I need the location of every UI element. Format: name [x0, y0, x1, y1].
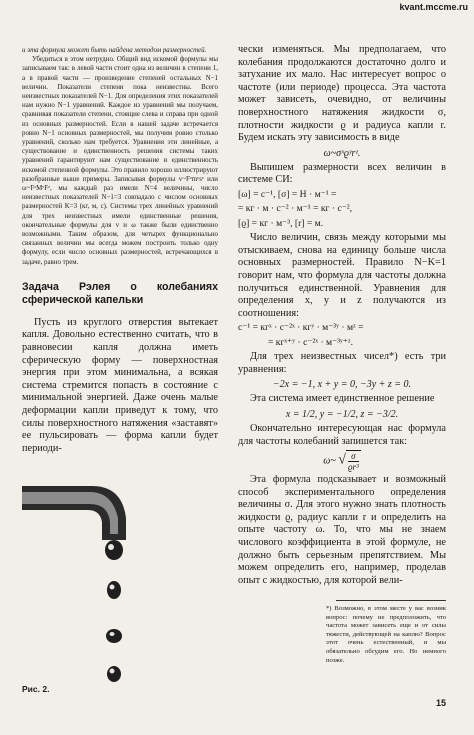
equation-units: = кгˣ⁺ʸ · с⁻²ˣ · м⁻³ʸ⁺ᶻ. [268, 336, 353, 348]
equation-units: с⁻¹ = кгˣ · с⁻²ˣ · кгʸ · м⁻³ʸ · мᶻ = [238, 322, 364, 334]
drop-highlight [110, 632, 115, 636]
left-column [22, 46, 218, 455]
right-paragraph: Число величин, связь между которыми мы отыскиваем, снова на единицу больше числа основных размерностей. Правило N−K=1 говорит нам, что формула для частоты должна получиться единственной. Уравнения для определения x, y и z получаются из соотношения: [238, 232, 446, 319]
section-body [22, 317, 218, 456]
right-paragraph: чески изменяться. Мы предполагаем, что колебания продолжаются достаточно долго и затухание их мало. Нас интересует вопрос о частоте (или периоде) процесса. Эта частота может зависеть, очевидно, от величины поверхностного натяжения жидкости σ, плотности жидкости ϱ и радиуса капли r. Будем искать эту зависимость в виде [238, 44, 446, 144]
equation-ansatz: ω~σˣϱʸrᶻ. [323, 147, 361, 159]
dimension-line: [ϱ] = кг · м⁻³, [r] = м. [238, 217, 324, 229]
drop-falling [107, 666, 121, 682]
drop-highlight [110, 669, 115, 674]
left-small-text [22, 46, 218, 267]
site-url[interactable]: kvant.mccme.ru [399, 2, 468, 12]
drop-falling [106, 629, 122, 643]
page-number: 15 [435, 698, 446, 708]
faucet-pipe [22, 486, 126, 540]
drop-highlight [108, 544, 114, 550]
right-paragraph: Для трех неизвестных чисел*) есть три уравнения: [238, 351, 446, 375]
intro-italic: и эта формула может быть найдена методом размерностей. [22, 47, 207, 54]
left-paragraph: Убедиться в этом нетрудно. Общий вид искомой формулы мы записываем так: в левой части стоит одна из величин в степени 1, а в правой части — произведение степеней остальных N−1 величин. Показатели степени пока неизвестны. Всего неизвестных показателей N−1. Для определения этих показателей нам нужно N−1 уравнений. Каждое из уравнений мы получаем, сравнивая показатели степени, стоящие слева и справа при одной из основных размерностей. Если в нашей задаче встречается ровно N−1 основных размерностей, мы получим ровно столько уравнений, сколько нам требуется. Уравнения эти линейные, а существование и единственность решения системы таких уравнений гарантируют нам существование и единственность искомой степенной формулы. Это правило хорошо иллюстрируют разобранные выше примеры. Записывая формулы v~Fˣmʸsᶻ или ω~FˣMʸFᶻ, мы каждый раз имели N=4 величины, число неизвестных показателей N−1=3 совпадало с числом основных размерностей K=3 (кг, м, с). Системы трех линейных уравнений для трех неизвестных имели единственные решения, окончательные формулы для v и ω также были единственно возможными. Таким образом, для четырех функционально связанных величин мы всегда можем построить только одну формулу, если число основных размерностей, встречающихся в задаче, равно трем. [22, 56, 218, 266]
dimension-line: = кг · м · с⁻² · м⁻¹ = кг · с⁻², [238, 203, 353, 215]
right-column [238, 44, 446, 587]
dimension-line: [ω] = с⁻¹, [σ] = Н · м⁻¹ = [238, 188, 337, 200]
footnote-divider [336, 600, 446, 601]
right-paragraph: Эта система имеет единственное решение [250, 393, 435, 405]
drop-forming [105, 540, 123, 560]
figure-caption: Рис. 2. [22, 684, 50, 694]
formula-denominator: ϱr³ [347, 462, 359, 473]
formula-numerator: σ [348, 451, 359, 462]
footnote: *) Возможно, в этом месте у вас возник вопрос: почему не предположить, что частота может зависеть еще и от силы тяжести, действующей на каплю? Вопрос этот очень естественный, и мы обязательно обсудим его. Но немного позже. [326, 605, 446, 664]
right-paragraph: Эта формула подсказывает и возможный способ экспериментального определения величины σ. Для этого нужно знать плотность жидкости ϱ, радиус капли r и определить на опыте частоту ω. То, что мы не знаем числового коэффициента в этой формуле, не должно быть серьезным препятствием. Мы можем определить его, например, проделав опыт с жидкостью, для которой вели- [238, 474, 446, 586]
formula-lhs: ω~ [323, 455, 336, 467]
equation-solution: x = 1/2, y = −1/2, z = −3/2. [285, 408, 399, 420]
drop-highlight [110, 585, 115, 590]
section-title: Задача Рэлея о колебаниях сферической капельки [22, 280, 218, 306]
drop-falling [107, 581, 121, 599]
right-paragraph: Окончательно интересующая нас формула для частоты колебаний запишется так: [238, 422, 446, 447]
right-paragraph: Выпишем размерности всех величин в системе СИ: [238, 161, 446, 186]
final-formula: ω~ √ $\frac{\sigma}{\text{ϱr³}}$ [323, 451, 359, 473]
faucet-drops-figure [22, 478, 142, 688]
section-paragraph: Пусть из круглого отверстия вытекает капля. Довольно естественно считать, что в равновесии капля должна иметь сферическую форму — поверхностная энергия при этом минимальна, а всякая система стремится попасть в состояние с минимальной энергией. Даже очень малые деформации капли приведут к тому, что силы поверхностного натяжения «заставят» ее пульсировать — форма капли будет периоди- [22, 316, 218, 454]
equation-system: −2x = −1, x + y = 0, −3y + z = 0. [272, 379, 412, 391]
